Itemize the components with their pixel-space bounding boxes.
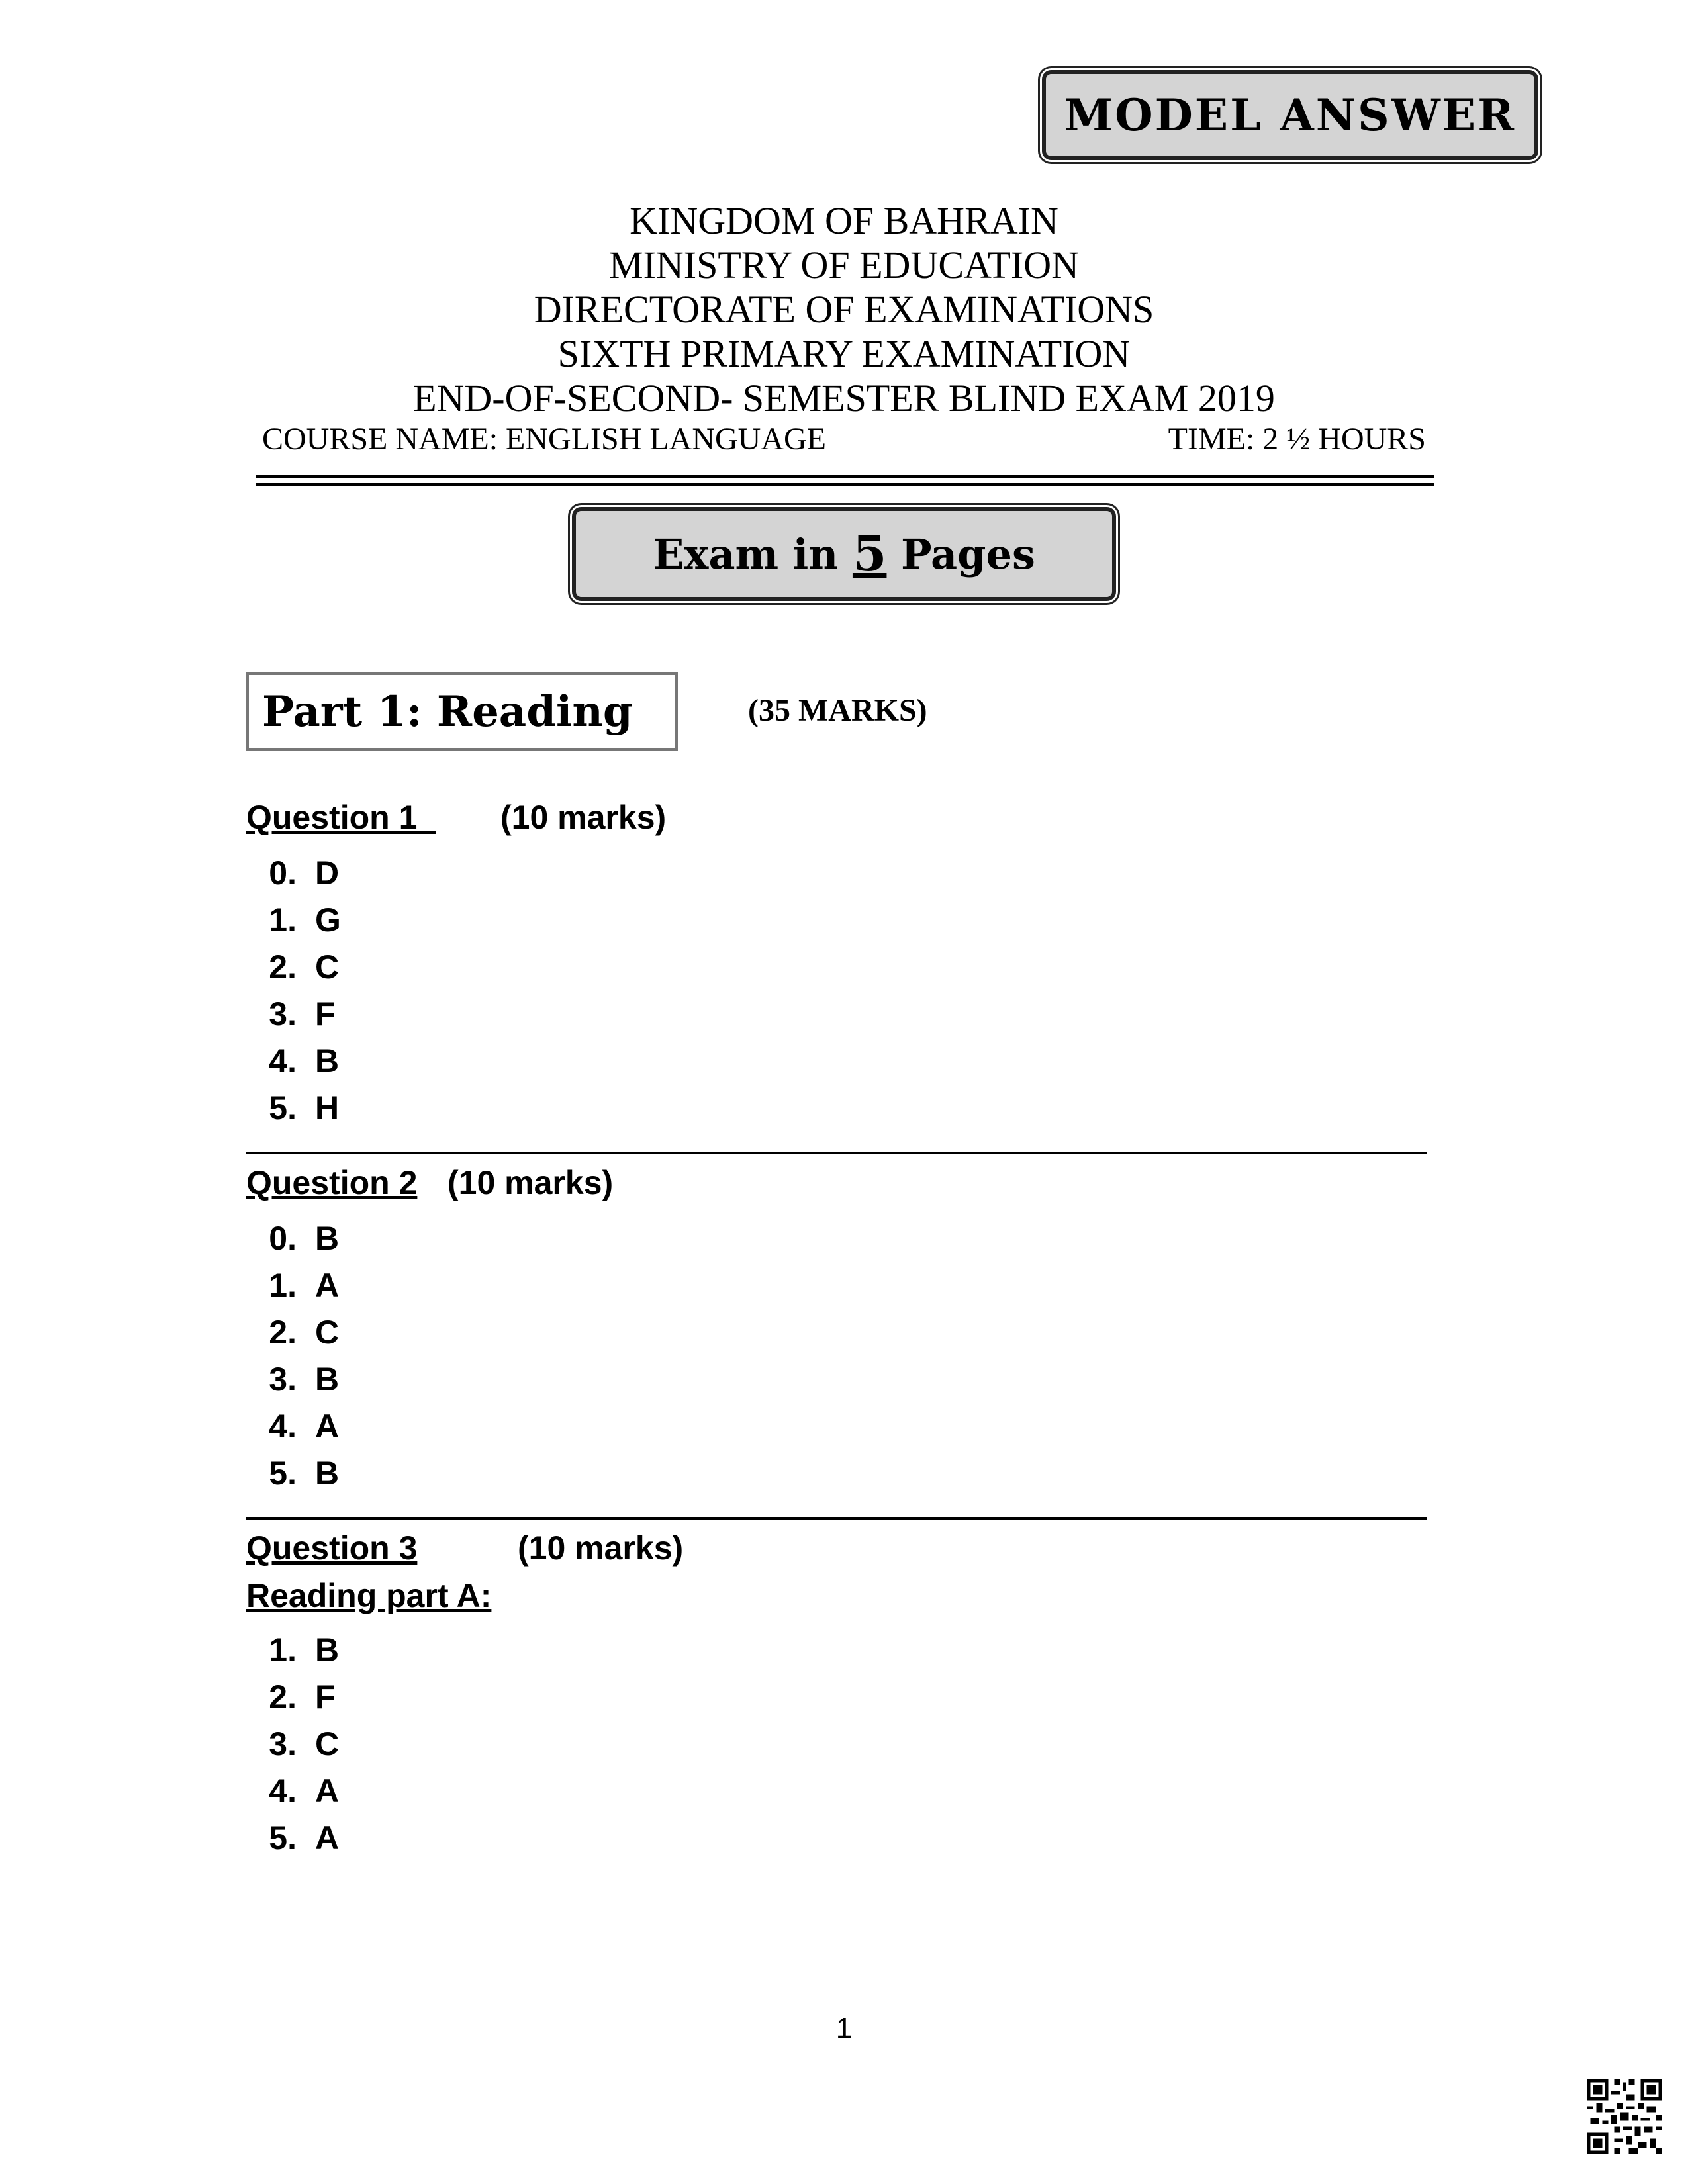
question-1-title: Question 1 bbox=[246, 799, 436, 836]
page-count-badge bbox=[572, 507, 1116, 601]
header-exam-title: END-OF-SECOND- SEMESTER BLIND EXAM 2019 bbox=[413, 377, 1275, 420]
page-count-number: 5 bbox=[852, 525, 887, 582]
header-double-rule bbox=[256, 475, 1434, 486]
header-kingdom: KINGDOM OF BAHRAIN bbox=[630, 199, 1058, 242]
question-2-title: Question 2 bbox=[246, 1164, 418, 1201]
exam-time: TIME: 2 ½ HOURS bbox=[1168, 422, 1426, 457]
answer-item: 0. D bbox=[269, 854, 340, 891]
question-3-marks: (10 marks) bbox=[518, 1529, 684, 1567]
answer-item: 2. C bbox=[269, 948, 340, 985]
answer-item: 4. A bbox=[269, 1772, 340, 1809]
section-divider bbox=[246, 1517, 1427, 1520]
part1-title: Part 1: Reading bbox=[262, 686, 633, 737]
section-divider bbox=[246, 1152, 1427, 1154]
answer-item: 2. F bbox=[269, 1678, 336, 1715]
header-exam-level: SIXTH PRIMARY EXAMINATION bbox=[557, 332, 1131, 375]
question-3-title: Question 3 bbox=[246, 1529, 418, 1567]
answer-item: 5. A bbox=[269, 1819, 340, 1856]
question-2-answers bbox=[246, 1215, 339, 1497]
answer-item: 4. B bbox=[269, 1042, 340, 1079]
answer-item: 1. G bbox=[269, 901, 341, 938]
answer-item: 3. B bbox=[269, 1361, 340, 1398]
qr-code-icon bbox=[1587, 2079, 1662, 2154]
course-name: COURSE NAME: ENGLISH LANGUAGE bbox=[262, 422, 826, 457]
answer-item: 4. A bbox=[269, 1408, 340, 1445]
answer-item: 5. H bbox=[269, 1089, 340, 1126]
question-1-marks: (10 marks) bbox=[500, 799, 667, 836]
question-2-marks: (10 marks) bbox=[447, 1164, 614, 1201]
page-count-prefix: Exam in bbox=[653, 529, 853, 578]
question-3-answers bbox=[246, 1627, 339, 1862]
header-directorate: DIRECTORATE OF EXAMINATIONS bbox=[534, 288, 1154, 331]
answer-item: 0. B bbox=[269, 1220, 340, 1257]
header-ministry: MINISTRY OF EDUCATION bbox=[609, 244, 1079, 287]
page-number: 1 bbox=[835, 2012, 853, 2044]
model-answer-badge: MODEL ANSWER bbox=[1042, 70, 1538, 160]
page-count-suffix: Pages bbox=[886, 529, 1035, 578]
answer-item: 2. C bbox=[269, 1314, 340, 1351]
answer-item: 5. B bbox=[269, 1455, 340, 1492]
part1-marks: (35 MARKS) bbox=[748, 693, 927, 728]
answer-item: 3. F bbox=[269, 995, 336, 1032]
question-1-answers bbox=[246, 850, 341, 1132]
part1-title-box bbox=[246, 672, 678, 751]
answer-item: 1. B bbox=[269, 1631, 340, 1668]
answer-item: 1. A bbox=[269, 1267, 340, 1304]
answer-item: 3. C bbox=[269, 1725, 340, 1762]
question-3-subtitle: Reading part A: bbox=[246, 1577, 492, 1614]
